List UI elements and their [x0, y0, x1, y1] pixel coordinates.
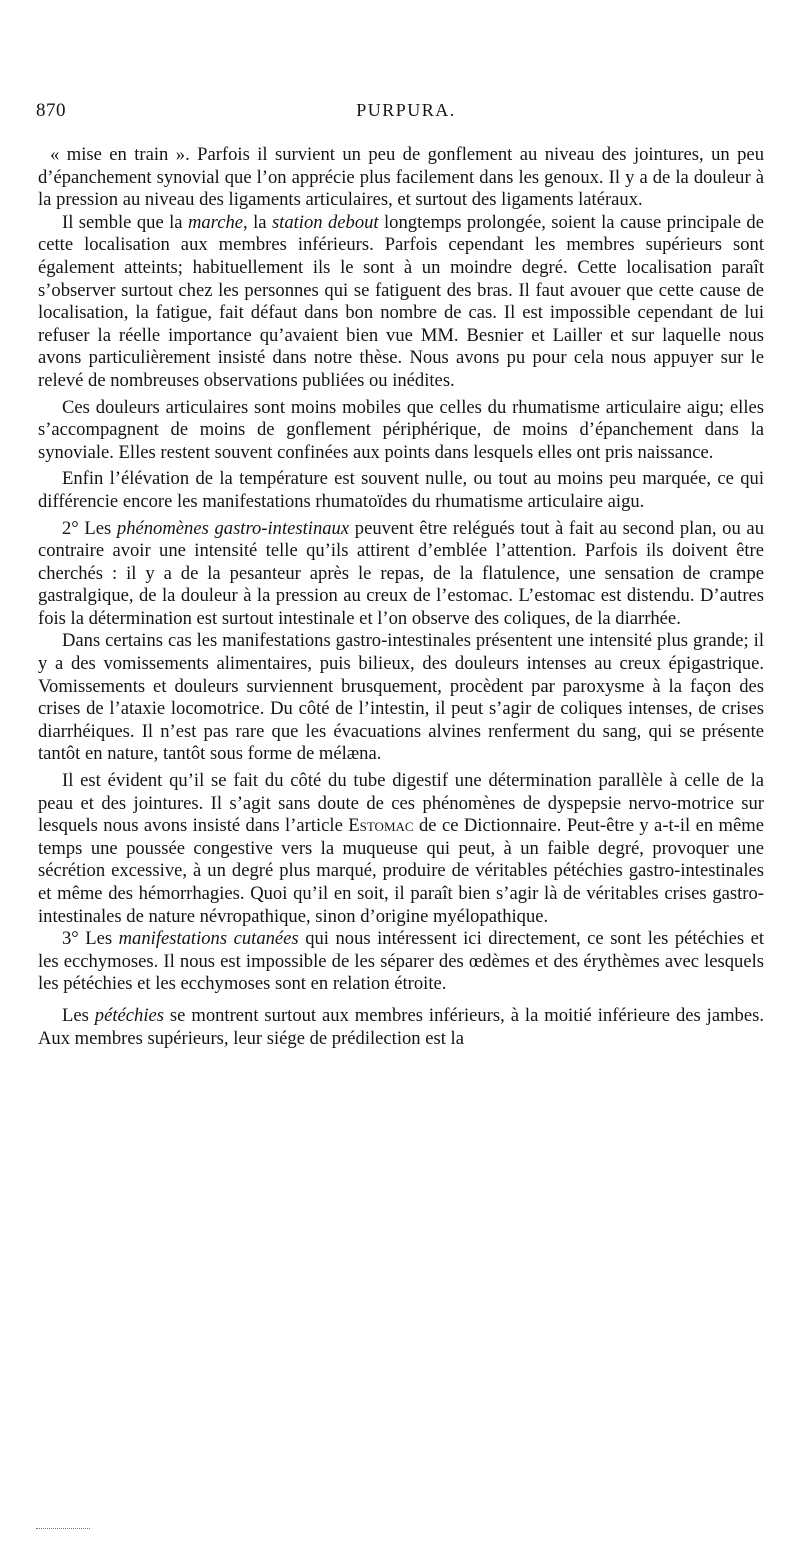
running-head	[36, 100, 764, 130]
text-run: longtemps prolongée, soient la cause principale de cette localisation aux membres inférieurs. Parfois cependant les membres supérieurs sont également atteints; habituellement ils le sont à un moindre degré. Cette localisation paraît s’observer surtout chez les personnes qui se fatiguent des bras. Il faut avouer que cette cause de localisation, la fatigue, fait défaut dans bon nombre de cas. Il est impossible cependant de lui refuser la réelle importance qu’avaient bien vue MM. Besnier et Lailler et sur laquelle nous avons particulièrement insisté dans notre thèse. Nous avons pu pour cela nous appuyer sur le relevé de nombreuses observations publiées ou inédites.	[38, 211, 764, 391]
text-run: Il semble que la	[62, 211, 188, 233]
text-run: Les	[62, 1004, 95, 1026]
text-run: 2° Les	[62, 517, 117, 539]
text-run: de ce Dictionnaire. Peut-être y a-t-il en même temps une poussée congestive vers la muqueuse qui peut, à un faible degré, provoquer une sécrétion excessive, à un degré plus marqué, produire de véritables pétéchies gastro-intestinales et même des hémorrhagies. Quoi qu’il en soit, il paraît bien s’agir là de véritables crises gastro-intestinales de nature névropathique, sinon d’origine myélopathique.	[38, 815, 764, 927]
body-text	[38, 144, 764, 1050]
text-run: Il est évident qu’il se fait du côté du tube digestif une détermination parallèle à celle de la peau et des jointures. Il s’agit sans doute de ces phénomènes de dyspepsie nervo-motrice sur lesquels nous avons insisté dans l’article	[38, 770, 764, 837]
emphasis-petechies: pétéchies	[94, 1004, 164, 1026]
emphasis-manifestations-cutanees: manifestations cutanées	[118, 928, 299, 950]
emphasis-marche: marche	[187, 211, 244, 233]
running-title: PURPURA.	[356, 100, 456, 120]
paragraph-petechiae	[38, 1005, 764, 1050]
text-run: se montrent surtout aux membres inférieurs, à la moitié inférieure des jambes. Aux membres supérieurs, leur siége de prédilection est la	[38, 1004, 764, 1049]
paragraph-joint-swelling: « mise en train ». Parfois il survient un peu de gonflement au niveau des jointures, un peu d’épanchement synovial que l’on apprécie plus facilement dans les genoux. Il y a de la douleur à la pression au niveau des ligaments articulaires, et surtout des ligaments latéraux.	[38, 144, 764, 211]
text-run: 3° Les	[62, 928, 119, 950]
emphasis-station-debout: station debout	[271, 211, 379, 233]
paragraph-localisation-causes	[38, 212, 764, 393]
paragraph-temperature: Enfin l’élévation de la température est souvent nulle, ou tout au moins peu marquée, ce qui différencie encore les manifestations rhumatoïdes du rhumatisme articulaire aigu.	[38, 468, 764, 512]
page-number: 870	[36, 100, 66, 121]
paragraph-joint-pain-comparison: Ces douleurs articulaires sont moins mobiles que celles du rhumatisme articulaire aigu; elles s’accompagnent de moins de gonflement périphérique, de moins d’épanchement dans la synoviale. Elles restent souvent confinées aux points dans lesquels elles ont pris naissance.	[38, 396, 764, 463]
emphasis-phenomenes: phénomènes gastro-intestinaux	[116, 517, 350, 539]
text-run: , la	[243, 211, 272, 233]
text-run: qui nous intéressent ici directement, ce sont les pétéchies et les ecchymoses. Il nous est impossible de les séparer des œdèmes et des érythèmes avec lesquels les pétéchies et les ecchymoses sont en relation étroite.	[38, 928, 764, 995]
small-caps-estomac: Estomac	[348, 815, 414, 837]
paragraph-digestive-determination	[38, 770, 764, 928]
paragraph-cutaneous	[38, 928, 764, 996]
paragraph-gastro-intensity: Dans certains cas les manifestations gastro-intestinales présentent une intensité plus grande; il y a des vomissements alimentaires, puis bilieux, des douleurs intenses au creux épigastrique. Vomissements et douleurs surviennent brusquement, procèdent par paroxysme à la façon des crises de l’ataxie locomotrice. Du côté de l’intestin, il peut s’agir de coliques intenses, de crises diarrhéiques. Il n’est pas rare que les évacuations alvines renferment du sang, qui se présente tantôt en nature, tantôt sous forme de mélæna.	[38, 630, 764, 765]
footer-dotted-rule	[36, 1528, 90, 1529]
text-run: peuvent être relégués tout à fait au second plan, ou au contraire avoir une intensité telle qu’ils attirent d’emblée l’attention. Parfois ils doivent être cherchés : il y a de la pesanteur après le repas, de la flatulence, une sensation de crampe gastralgique, de la douleur à la pression au creux de l’estomac. L’estomac est distendu. D’autres fois la détermination est surtout intestinale et l’on observe des coliques, de la diarrhée.	[38, 517, 764, 629]
paragraph-gastro-intestinal	[38, 518, 764, 631]
